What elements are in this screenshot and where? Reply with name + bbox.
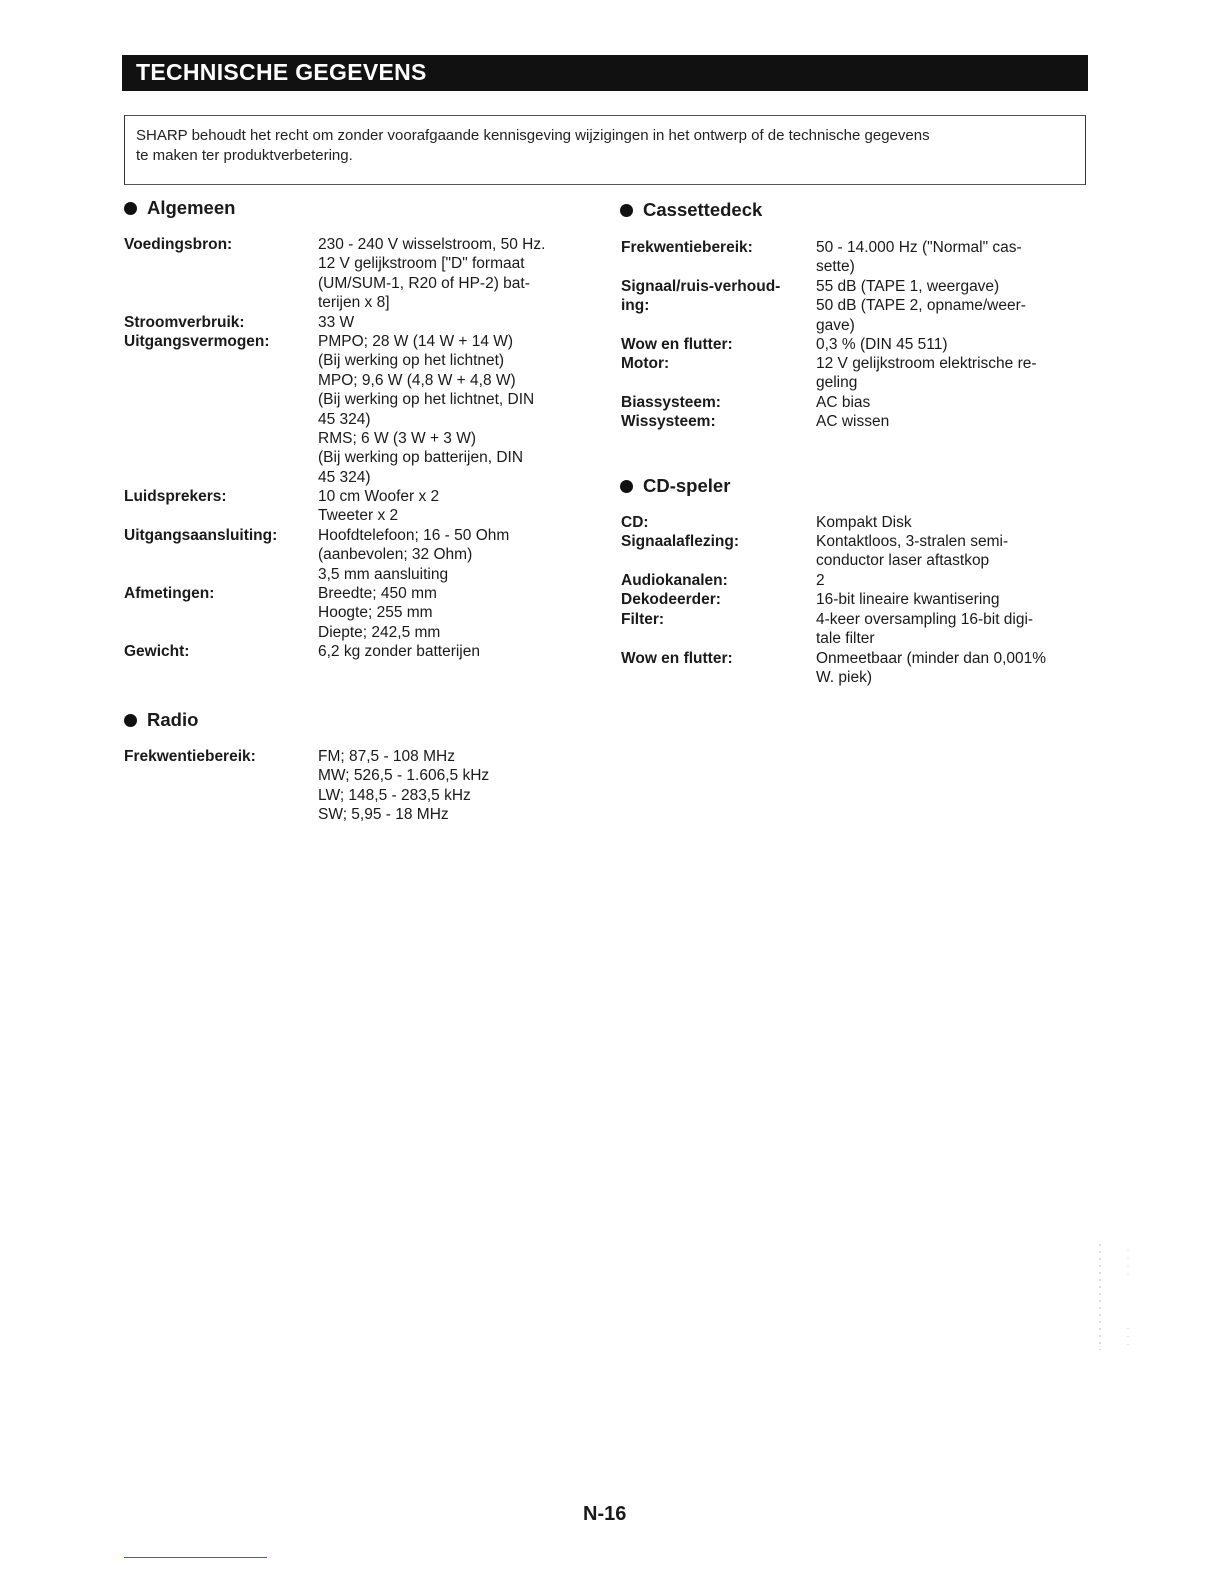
section-title: Algemeen — [147, 197, 236, 218]
spec-value-line: conductor laser aftastkop — [816, 552, 990, 570]
spec-value-line: Hoogte; 255 mm — [318, 604, 433, 622]
spec-value-line: (Bij werking op het lichtnet) — [318, 352, 505, 370]
spec-value — [816, 393, 870, 412]
spec-label-line: Wow en flutter: — [621, 336, 733, 353]
spec-value-line: 4-keer oversampling 16-bit digi- — [816, 611, 1034, 628]
spec-value-line: AC bias — [816, 394, 871, 411]
spec-value — [816, 590, 1000, 609]
scan-marks — [1098, 1242, 1134, 1352]
spec-value — [816, 649, 1046, 688]
spec-value-line: 50 dB (TAPE 2, opname/weer- — [816, 297, 1026, 315]
spec-label — [621, 238, 753, 257]
spec-value-line: 50 - 14.000 Hz ("Normal" cas- — [816, 239, 1022, 256]
spec-value — [318, 642, 480, 661]
spec-value — [816, 335, 948, 354]
spec-label — [621, 393, 721, 412]
spec-value-line: 45 324) — [318, 410, 371, 428]
spec-value-line: sette) — [816, 258, 855, 276]
spec-value-line: Kompakt Disk — [816, 514, 912, 531]
notice-box — [124, 115, 1086, 185]
spec-value-line: gave) — [816, 316, 855, 334]
spec-label: Wow en flutter: — [621, 650, 733, 667]
footer-rule — [124, 1557, 267, 1558]
spec-value-line: geling — [816, 374, 858, 392]
spec-value-line: 0,3 % (DIN 45 511) — [816, 336, 948, 353]
spec-label-line: ing: — [621, 297, 650, 315]
spec-value-line: AC wissen — [816, 413, 890, 430]
spec-label: Frekwentiebereik: — [124, 748, 256, 765]
section-radio-heading — [124, 709, 198, 731]
spec-value-line: W. piek) — [816, 669, 872, 687]
notice-line: te maken ter produktverbetering. — [136, 147, 353, 164]
spec-value-line: 10 cm Woofer x 2 — [318, 488, 440, 505]
spec-label: Gewicht: — [124, 643, 190, 660]
bullet-icon — [124, 202, 137, 215]
spec-label: Audiokanalen: — [621, 572, 728, 589]
spec-label — [621, 277, 780, 316]
spec-value-line: MPO; 9,6 W (4,8 W + 4,8 W) — [318, 371, 516, 389]
section-algemeen-heading — [124, 197, 235, 219]
spec-value — [816, 532, 1008, 571]
spec-value-line: Breedte; 450 mm — [318, 585, 437, 602]
spec-label: Stroomverbruik: — [124, 314, 245, 331]
spec-value-line: 55 dB (TAPE 1, weergave) — [816, 278, 1000, 295]
spec-value-line: (Bij werking op het lichtnet, DIN — [318, 391, 535, 409]
spec-label: Dekodeerder: — [621, 591, 721, 608]
spec-label: CD: — [621, 514, 649, 531]
spec-value-line: Onmeetbaar (minder dan 0,001% — [816, 650, 1047, 667]
section-cassettedeck-heading — [620, 199, 762, 221]
page-title: TECHNISCHE GEGEVENS — [136, 59, 427, 85]
spec-value — [318, 235, 545, 313]
spec-label — [621, 335, 733, 354]
spec-label: Uitgangsvermogen: — [124, 333, 270, 350]
spec-value-line: 3,5 mm aansluiting — [318, 565, 449, 583]
spec-value-line: MW; 526,5 - 1.606,5 kHz — [318, 767, 490, 785]
spec-value-line: Kontaktloos, 3-stralen semi- — [816, 533, 1009, 550]
spec-value-line: 230 - 240 V wisselstroom, 50 Hz. — [318, 236, 546, 253]
spec-value-line: PMPO; 28 W (14 W + 14 W) — [318, 333, 514, 350]
spec-value-line: 16-bit lineaire kwantisering — [816, 591, 1000, 608]
spec-value-line: (UM/SUM-1, R20 of HP-2) bat- — [318, 274, 530, 292]
spec-value-line: FM; 87,5 - 108 MHz — [318, 748, 455, 765]
spec-label: Voedingsbron: — [124, 236, 233, 253]
spec-value — [318, 526, 509, 584]
spec-value-line: tale filter — [816, 630, 875, 648]
spec-value-line: LW; 148,5 - 283,5 kHz — [318, 786, 471, 804]
spec-value — [816, 513, 912, 532]
header-bar — [122, 55, 1088, 91]
spec-value-line: Diepte; 242,5 mm — [318, 623, 441, 641]
notice-text — [136, 126, 1081, 166]
spec-value-line: Hoofdtelefoon; 16 - 50 Ohm — [318, 527, 510, 544]
spec-value-line: 45 324) — [318, 468, 371, 486]
spec-value-line: RMS; 6 W (3 W + 3 W) — [318, 430, 477, 448]
spec-value-line: (aanbevolen; 32 Ohm) — [318, 546, 473, 564]
notice-line: SHARP behoudt het recht om zonder voorafgaande kennisgeving wijzigingen in het ontwerp of de technische gegevens — [136, 127, 930, 144]
spec-value — [816, 610, 1033, 649]
spec-value — [318, 487, 439, 526]
page-number: N-16 — [583, 1503, 627, 1525]
spec-label-line: Motor: — [621, 355, 670, 372]
spec-value — [816, 354, 1037, 393]
bullet-icon — [620, 480, 633, 493]
spec-label-line: Signaal/ruis-verhoud- — [621, 278, 781, 295]
spec-value-line: 33 W — [318, 314, 355, 331]
spec-value-line: SW; 5,95 - 18 MHz — [318, 806, 449, 824]
section-cdspeler-heading — [620, 475, 730, 497]
spec-label-line: Frekwentiebereik: — [621, 239, 753, 256]
section-title: Cassettedeck — [643, 199, 763, 220]
section-title: Radio — [147, 709, 199, 730]
bullet-icon — [124, 714, 137, 727]
spec-label — [621, 354, 669, 373]
spec-value-line: 12 V gelijkstroom elektrische re- — [816, 355, 1037, 372]
spec-value — [816, 277, 1026, 335]
spec-value — [816, 412, 889, 431]
spec-value — [318, 332, 534, 487]
spec-value — [816, 571, 825, 590]
spec-value — [318, 313, 354, 332]
spec-label — [621, 412, 716, 431]
spec-value — [318, 584, 440, 642]
spec-value — [318, 747, 489, 825]
spec-value-line: terijen x 8] — [318, 294, 390, 312]
spec-label: Afmetingen: — [124, 585, 215, 602]
section-title: CD-speler — [643, 475, 731, 496]
spec-value-line: 12 V gelijkstroom ["D" formaat — [318, 255, 525, 273]
spec-label: Signaalaflezing: — [621, 533, 739, 550]
spec-value — [816, 238, 1022, 277]
bullet-icon — [620, 204, 633, 217]
spec-label-line: Wissysteem: — [621, 413, 716, 430]
spec-label: Uitgangsaansluiting: — [124, 527, 278, 544]
spec-value-line: Tweeter x 2 — [318, 507, 399, 525]
spec-label: Filter: — [621, 611, 665, 628]
spec-value-line: (Bij werking op batterijen, DIN — [318, 449, 524, 467]
spec-value-line: 2 — [816, 572, 825, 589]
spec-label: Luidsprekers: — [124, 488, 227, 505]
spec-label-line: Biassysteem: — [621, 394, 721, 411]
spec-value-line: 6,2 kg zonder batterijen — [318, 643, 480, 660]
